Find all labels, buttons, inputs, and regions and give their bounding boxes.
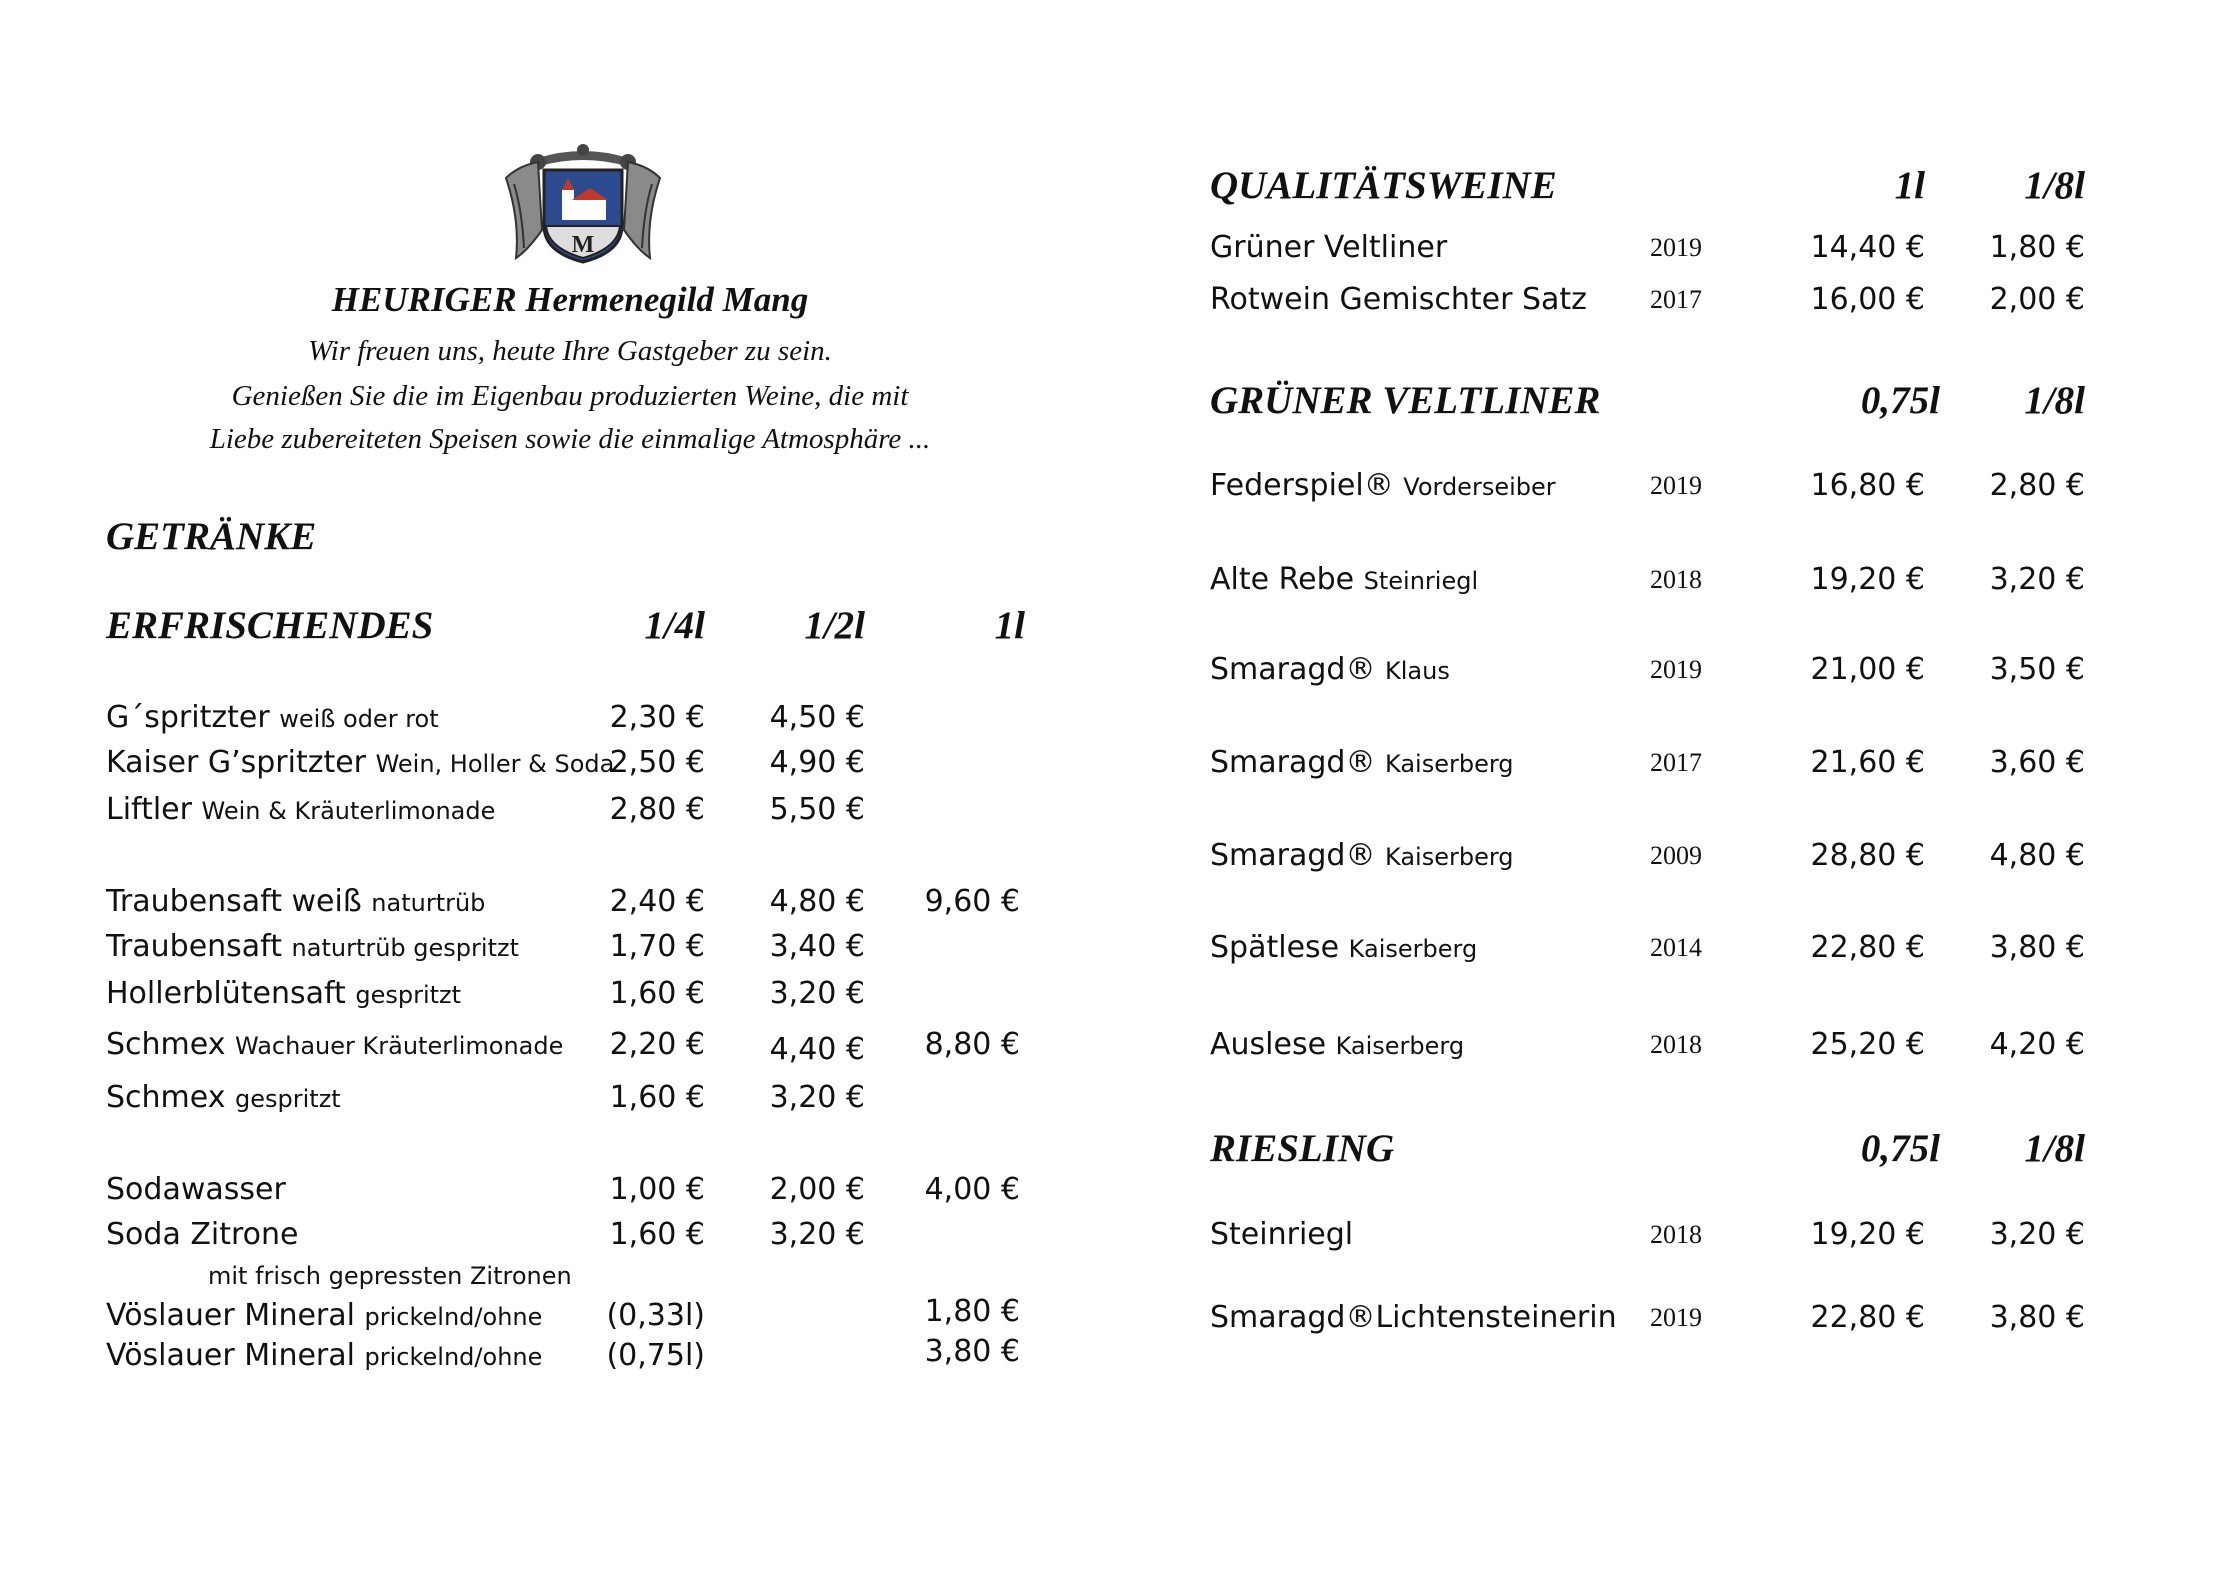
item-title: Hollerblütensaft: [106, 976, 346, 1011]
item-description: Vorderseiber: [1403, 473, 1556, 501]
vintage-year: 2017: [1650, 748, 1702, 777]
section-heading-gruener-veltliner: GRÜNER VELTLINER: [1210, 379, 1601, 422]
vintage-year: 2019: [1650, 655, 1702, 684]
item-description: gespritzt: [235, 1085, 341, 1113]
price-quarter-liter: 1,70 €: [609, 929, 705, 964]
price-quarter-liter: 2,80 €: [609, 792, 705, 827]
item-title: Vöslauer Mineral: [106, 1298, 355, 1333]
restaurant-title: HEURIGER Hermenegild Mang: [331, 280, 809, 319]
price-liter: 1,80 €: [924, 1294, 1020, 1329]
item-description: Steinriegl: [1363, 567, 1479, 595]
price-half-liter: 3,20 €: [769, 1217, 865, 1252]
price-quarter-liter: 2,20 €: [609, 1027, 705, 1062]
item-title: Sodawasser: [106, 1172, 286, 1207]
price-eighth-liter: 4,80 €: [1989, 838, 2085, 873]
item-name: [1210, 745, 1514, 780]
item-name: [1210, 230, 1447, 265]
item-description: Wein, Holler & Soda: [375, 750, 615, 778]
vintage-year: 2019: [1650, 233, 1702, 262]
item-title: Kaiser G’spritzter: [106, 745, 367, 780]
vintage-year: 2018: [1650, 1220, 1702, 1249]
item-name: [1210, 562, 1478, 597]
item-name: [106, 745, 614, 780]
price-bottle: 19,20 €: [1810, 562, 1925, 597]
item-title: Schmex: [106, 1027, 226, 1062]
price-bottle: 28,80 €: [1810, 838, 1925, 873]
item-title: Grüner Veltliner: [1210, 230, 1448, 265]
price-quarter-liter: 2,40 €: [609, 884, 705, 919]
price-eighth-liter: 3,50 €: [1989, 652, 2085, 687]
intro-text-line-1: Genießen Sie die im Eigenbau produzierten Weine, die mit: [231, 380, 909, 412]
item-title: Vöslauer Mineral: [106, 1338, 355, 1373]
price-bottle: 21,60 €: [1810, 745, 1925, 780]
column-header-liter: 1l: [994, 604, 1025, 647]
price-eighth-liter: 3,80 €: [1989, 1300, 2085, 1335]
item-description: Kaiserberg: [1348, 935, 1478, 963]
price-liter: 9,60 €: [924, 884, 1020, 919]
column-header-bottle: 0,75l: [1860, 1127, 1940, 1170]
item-name: [106, 792, 495, 827]
item-title: Traubensaft weiß: [106, 884, 362, 919]
item-title: Steinriegl: [1210, 1217, 1354, 1252]
price-quarter-liter: 1,60 €: [609, 1080, 705, 1115]
price-bottle: 25,20 €: [1810, 1027, 1925, 1062]
item-description: Klaus: [1385, 657, 1450, 685]
item-description: gespritzt: [355, 981, 462, 1009]
price-bottle: 19,20 €: [1810, 1217, 1925, 1252]
logo-crest-icon: [498, 140, 668, 266]
item-name: [106, 1298, 542, 1333]
vintage-year: 2009: [1650, 841, 1702, 870]
price-eighth-liter: 2,80 €: [1989, 468, 2085, 503]
item-description: prickelnd/ohne: [364, 1303, 543, 1331]
item-name: [106, 700, 439, 735]
item-name: [1210, 282, 1587, 317]
item-description: naturtrüb gespritzt: [291, 934, 519, 962]
price-half-liter: 2,00 €: [769, 1172, 865, 1207]
price-quarter-liter: 2,30 €: [609, 700, 705, 735]
item-title: Soda Zitrone: [106, 1217, 299, 1252]
price-half-liter: 3,40 €: [769, 929, 865, 964]
item-title: Traubensaft: [106, 929, 282, 964]
column-header-bottle: 0,75l: [1860, 379, 1940, 422]
item-title: Smaragd®: [1210, 838, 1376, 873]
item-title: G´spritzter: [106, 700, 270, 735]
vintage-year: 2018: [1650, 565, 1702, 594]
item-title: Rotwein Gemischter Satz: [1210, 282, 1587, 317]
price-half-liter: 5,50 €: [769, 792, 865, 827]
item-name: [106, 1027, 563, 1062]
item-title: Auslese: [1210, 1027, 1327, 1062]
welcome-text: Wir freuen uns, heute Ihre Gastgeber zu sein.: [308, 335, 832, 367]
price-eighth-liter: 3,80 €: [1989, 930, 2085, 965]
price-bottle: 21,00 €: [1810, 652, 1925, 687]
item-title: Spätlese: [1210, 930, 1340, 965]
price-bottle: 22,80 €: [1810, 1300, 1925, 1335]
price-quarter-liter: 1,60 €: [609, 1217, 705, 1252]
vintage-year: 2019: [1650, 471, 1702, 500]
column-header-liter: 1l: [1894, 164, 1925, 207]
item-description: naturtrüb: [371, 889, 486, 917]
intro-text-line-2: Liebe zubereiteten Speisen sowie die einmalige Atmosphäre ...: [209, 423, 931, 455]
vintage-year: 2017: [1650, 285, 1702, 314]
column-header-half-liter: 1/2l: [804, 604, 865, 647]
item-name: [1210, 838, 1514, 873]
item-title: Alte Rebe: [1210, 562, 1355, 597]
item-title: Smaragd®: [1210, 652, 1376, 687]
item-name: [1210, 1027, 1464, 1062]
column-header-eighth-liter: 1/8l: [2024, 1127, 2085, 1170]
price-half-liter: 4,50 €: [769, 700, 865, 735]
item-name: [1210, 1217, 1353, 1252]
item-description: prickelnd/ohne: [364, 1343, 543, 1371]
price-quarter-liter: 1,60 €: [609, 976, 705, 1011]
item-name: [106, 1080, 341, 1115]
price-eighth-liter: 3,20 €: [1989, 1217, 2085, 1252]
item-description: Wachauer Kräuterlimonade: [235, 1032, 564, 1060]
price-quarter-liter: 1,00 €: [609, 1172, 705, 1207]
price-half-liter: 4,40 €: [769, 1032, 865, 1067]
price-half-liter: 4,80 €: [769, 884, 865, 919]
price-liter: 3,80 €: [924, 1334, 1020, 1369]
price-eighth-liter: 1,80 €: [1989, 230, 2085, 265]
item-name: [1210, 652, 1450, 687]
price-bottle: 14,40 €: [1810, 230, 1925, 265]
price-bottle: 22,80 €: [1810, 930, 1925, 965]
item-name: [1210, 468, 1556, 503]
section-heading-refreshments: ERFRISCHENDES: [106, 604, 434, 647]
item-name: [106, 884, 485, 919]
item-name: [106, 929, 519, 964]
item-description: weiß oder rot: [279, 705, 439, 733]
item-description: Wein & Kräuterlimonade: [201, 797, 496, 825]
item-title: Schmex: [106, 1080, 226, 1115]
price-eighth-liter: 4,20 €: [1989, 1027, 2085, 1062]
drinks-heading: GETRÄNKE: [106, 515, 317, 558]
svg-text:M: M: [571, 232, 595, 258]
column-header-eighth-liter: 1/8l: [2024, 379, 2085, 422]
soda-lemon-note: mit frisch gepressten Zitronen: [208, 1262, 572, 1290]
price-quarter-liter: (0,33l): [606, 1298, 705, 1333]
vintage-year: 2018: [1650, 1030, 1702, 1059]
price-liter: 8,80 €: [924, 1027, 1020, 1062]
section-heading-riesling: RIESLING: [1210, 1127, 1395, 1170]
item-title: Federspiel®: [1210, 468, 1394, 503]
item-description: Kaiserberg: [1335, 1032, 1465, 1060]
price-half-liter: 3,20 €: [769, 976, 865, 1011]
item-name: [1210, 930, 1477, 965]
price-half-liter: 3,20 €: [769, 1080, 865, 1115]
price-eighth-liter: 2,00 €: [1989, 282, 2085, 317]
price-quarter-liter: (0,75l): [606, 1338, 705, 1373]
price-bottle: 16,80 €: [1810, 468, 1925, 503]
vintage-year: 2019: [1650, 1303, 1702, 1332]
column-header-eighth-liter: 1/8l: [2024, 164, 2085, 207]
item-description: Kaiserberg: [1385, 843, 1514, 871]
price-eighth-liter: 3,20 €: [1989, 562, 2085, 597]
price-eighth-liter: 3,60 €: [1989, 745, 2085, 780]
price-quarter-liter: 2,50 €: [609, 745, 705, 780]
price-liter: 4,00 €: [924, 1172, 1020, 1207]
column-header-quarter-liter: 1/4l: [644, 604, 705, 647]
item-title: Liftler: [106, 792, 192, 827]
price-half-liter: 4,90 €: [769, 745, 865, 780]
price-bottle: 16,00 €: [1810, 282, 1925, 317]
item-name: [106, 1338, 542, 1373]
item-name: [106, 1172, 286, 1207]
section-heading-quality-wines: QUALITÄTSWEINE: [1210, 164, 1557, 207]
item-title: Smaragd®Lichtensteinerin: [1210, 1300, 1617, 1335]
item-name: [106, 1217, 299, 1252]
item-description: Kaiserberg: [1385, 750, 1514, 778]
item-name: [1210, 1300, 1617, 1335]
vintage-year: 2014: [1650, 933, 1702, 962]
item-title: Smaragd®: [1210, 745, 1376, 780]
item-name: [106, 976, 461, 1011]
